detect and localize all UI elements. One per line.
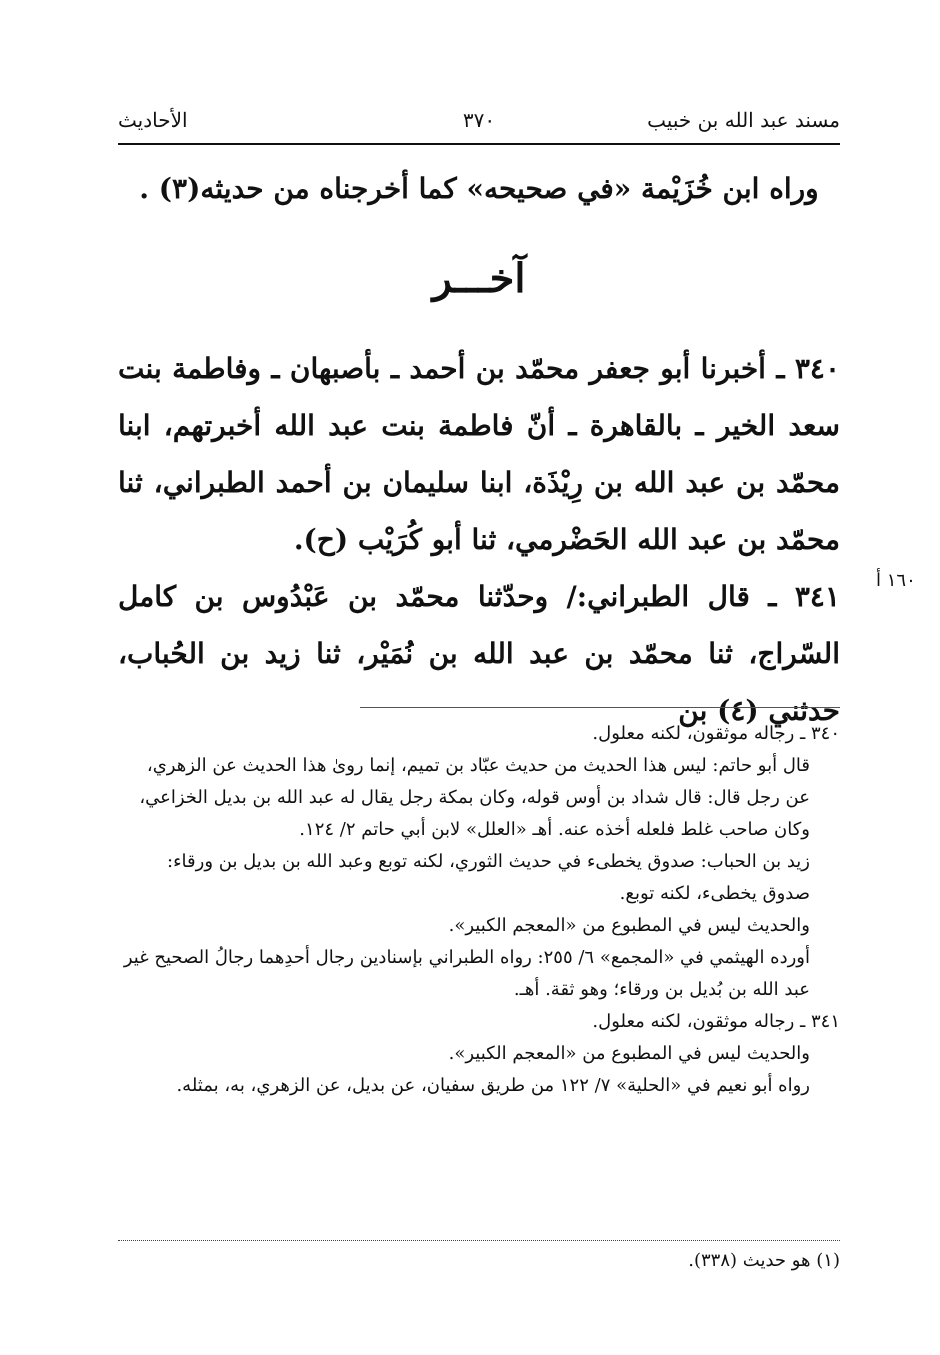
margin-folio-note: ١٦٠ أ xyxy=(876,570,916,591)
footnote-separator xyxy=(118,1240,840,1241)
commentary-notes xyxy=(118,718,840,1102)
top-line: وراه ابن خُزَيْمة «في صحيحه» كما أخرجناه من حديثه(٣) . xyxy=(139,172,819,205)
footnote-1: (١) هو حديث (٣٣٨). xyxy=(688,1250,840,1271)
note-340-header: ٣٤٠ ـ رجاله موثقون، لكنه معلول. xyxy=(592,723,840,744)
notes-separator xyxy=(360,707,840,708)
note-hilya: رواه أبو نعيم في «الحلية» ٧/ ١٢٢ من طريق سفيان، عن بديل، عن الزهري، به، بمثله. xyxy=(176,1075,810,1096)
section-heading: آخـــر xyxy=(432,255,526,302)
note-341-header: ٣٤١ ـ رجاله موثقون، لكنه معلول. xyxy=(592,1011,840,1032)
header-book-title: مسند عبد الله بن خبيب xyxy=(647,108,840,132)
page-header xyxy=(118,108,840,142)
note-mujam-kabir-2: والحديث ليس في المطبوع من «المعجم الكبير». xyxy=(448,1043,810,1064)
page-number: ٣٧٠ xyxy=(462,108,496,132)
hadith-340: ٣٤٠ ـ أخبرنا أبو جعفر محمّد بن أحمد ـ بأصبهان ـ وفاطمة بنت سعد الخير ـ بالقاهرة ـ أنّ فاطمة بنت عبد الله أخبرتهم، ابنا محمّد بن عبد الله بن رِيْذَة، ابنا سليمان بن أحمد الطبراني، ثنا محمّد بن عبد الله الحَضْرمي، ثنا أبو كُرَيْب (ح). xyxy=(118,352,840,556)
hadith-341: ٣٤١ ـ قال الطبراني:/ وحدّثنا محمّد بن عَبْدُوس بن كامل السّراج، ثنا محمّد بن عبد الله بن نُمَيْر، ثنا زيد بن الحُباب، حدثني (٤) بن xyxy=(118,580,841,727)
header-section-title: الأحاديث xyxy=(118,108,188,132)
note-haythami: أورده الهيثمي في «المجمع» ٦/ ٢٥٥: رواه الطبراني بإسنادين رجال أحدِهما رجالُ الصحيح غير عبد الله بن بُديل بن ورقاء؛ وهو ثقة. أهـ. xyxy=(123,947,810,1000)
header-rule xyxy=(118,143,840,145)
note-abu-hatim: قال أبو حاتم: ليس هذا الحديث من حديث عبّاد بن تميم، إنما روىٰ هذا الحديث عن الزهري، عن رجل قال: قال شداد بن أوس قوله، وكان بمكة رجل يقال له عبد الله بن بديل الخزاعي، وكان صاحب غلط فلعله أخذه عنه. أهـ «العلل» لابن أبي حاتم ٢/ ١٢٤. xyxy=(139,755,810,840)
note-mujam-kabir: والحديث ليس في المطبوع من «المعجم الكبير». xyxy=(448,915,810,936)
note-zayd-ibn-hubab: زيد بن الحباب: صدوق يخطىء في حديث الثوري، لكنه توبع وعبد الله بن بديل بن ورقاء: صدوق يخطىء، لكنه توبع. xyxy=(167,851,810,904)
